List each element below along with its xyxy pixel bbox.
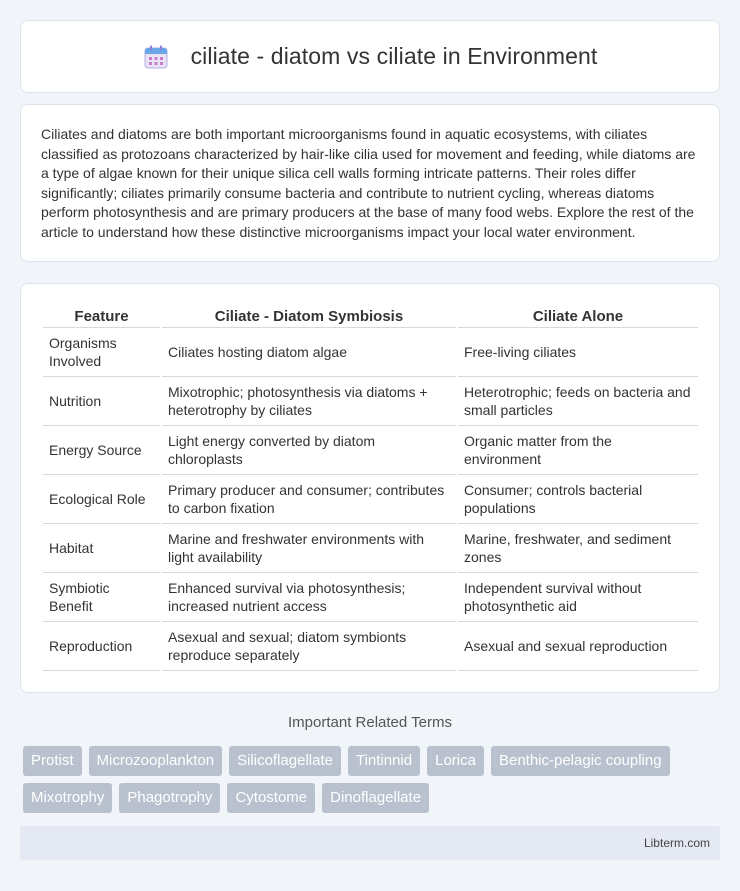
alone-cell: Consumer; controls bacterial populations — [458, 475, 698, 524]
related-terms-heading: Important Related Terms — [288, 714, 452, 731]
alone-cell: Free-living ciliates — [458, 328, 698, 377]
feature-cell: Organisms Involved — [43, 328, 160, 377]
table-row — [43, 377, 698, 426]
symbiosis-cell: Ciliates hosting diatom algae — [162, 328, 456, 377]
symbiosis-cell: Mixotrophic; photosynthesis via diatoms + heterotrophy by ciliates — [162, 377, 456, 426]
column-header-alone: Ciliate Alone — [458, 304, 698, 328]
intro-paragraph: Ciliates and diatoms are both important microorganisms found in aquatic ecosystems, with ciliates classified as protozoans characterized by hair-like cilia used for movement and feeding, while diatoms are a type of algae known for their unique silica cell walls forming intricate patterns. Their roles differ significantly; ciliates primarily consume bacteria and contribute to nutrient cycling, whereas diatoms perform photosynthesis and are primary producers at the base of many food webs. Explore the rest of the article to understand how these distinctive microorganisms impact your local water environment. — [41, 126, 696, 240]
comparison-table — [41, 304, 700, 671]
feature-cell: Energy Source — [43, 426, 160, 475]
tag-silicoflagellate[interactable]: Silicoflagellate — [229, 746, 341, 776]
feature-cell: Ecological Role — [43, 475, 160, 524]
alone-cell: Marine, freshwater, and sediment zones — [458, 524, 698, 573]
feature-cell: Habitat — [43, 524, 160, 573]
column-header-feature: Feature — [43, 304, 160, 328]
comparison-card — [20, 283, 720, 693]
tag-phagotrophy[interactable]: Phagotrophy — [119, 783, 220, 813]
table-header-row — [43, 304, 698, 328]
footer-brand-link[interactable]: Libterm.com — [643, 836, 710, 850]
calendar-icon — [143, 44, 169, 70]
symbiosis-cell: Enhanced survival via photosynthesis; increased nutrient access — [162, 573, 456, 622]
symbiosis-cell: Primary producer and consumer; contributes to carbon fixation — [162, 475, 456, 524]
table-row — [43, 475, 698, 524]
alone-cell: Organic matter from the environment — [458, 426, 698, 475]
feature-cell: Symbiotic Benefit — [43, 573, 160, 622]
tag-dinoflagellate[interactable]: Dinoflagellate — [322, 783, 429, 813]
tag-protist[interactable]: Protist — [23, 746, 82, 776]
symbiosis-cell: Light energy converted by diatom chloroplasts — [162, 426, 456, 475]
alone-cell: Heterotrophic; feeds on bacteria and small particles — [458, 377, 698, 426]
column-header-symbiosis: Ciliate - Diatom Symbiosis — [162, 304, 456, 328]
footer — [20, 826, 720, 860]
feature-cell: Reproduction — [43, 622, 160, 671]
intro-card — [20, 104, 720, 262]
symbiosis-cell: Asexual and sexual; diatom symbionts reproduce separately — [162, 622, 456, 671]
table-row — [43, 573, 698, 622]
alone-cell: Asexual and sexual reproduction — [458, 622, 698, 671]
tag-lorica[interactable]: Lorica — [427, 746, 484, 776]
symbiosis-cell: Marine and freshwater environments with light availability — [162, 524, 456, 573]
tag-benthic-pelagic-coupling[interactable]: Benthic-pelagic coupling — [491, 746, 670, 776]
page-title: ciliate - diatom vs ciliate in Environment — [190, 43, 598, 69]
table-row — [43, 426, 698, 475]
table-row — [43, 524, 698, 573]
tag-cytostome[interactable]: Cytostome — [227, 783, 315, 813]
feature-cell: Nutrition — [43, 377, 160, 426]
table-row — [43, 622, 698, 671]
related-terms-list — [23, 746, 723, 813]
tag-tintinnid[interactable]: Tintinnid — [348, 746, 420, 776]
alone-cell: Independent survival without photosynthetic aid — [458, 573, 698, 622]
tag-mixotrophy[interactable]: Mixotrophy — [23, 783, 112, 813]
table-row — [43, 328, 698, 377]
title-card — [20, 20, 720, 93]
tag-microzooplankton[interactable]: Microzooplankton — [89, 746, 223, 776]
